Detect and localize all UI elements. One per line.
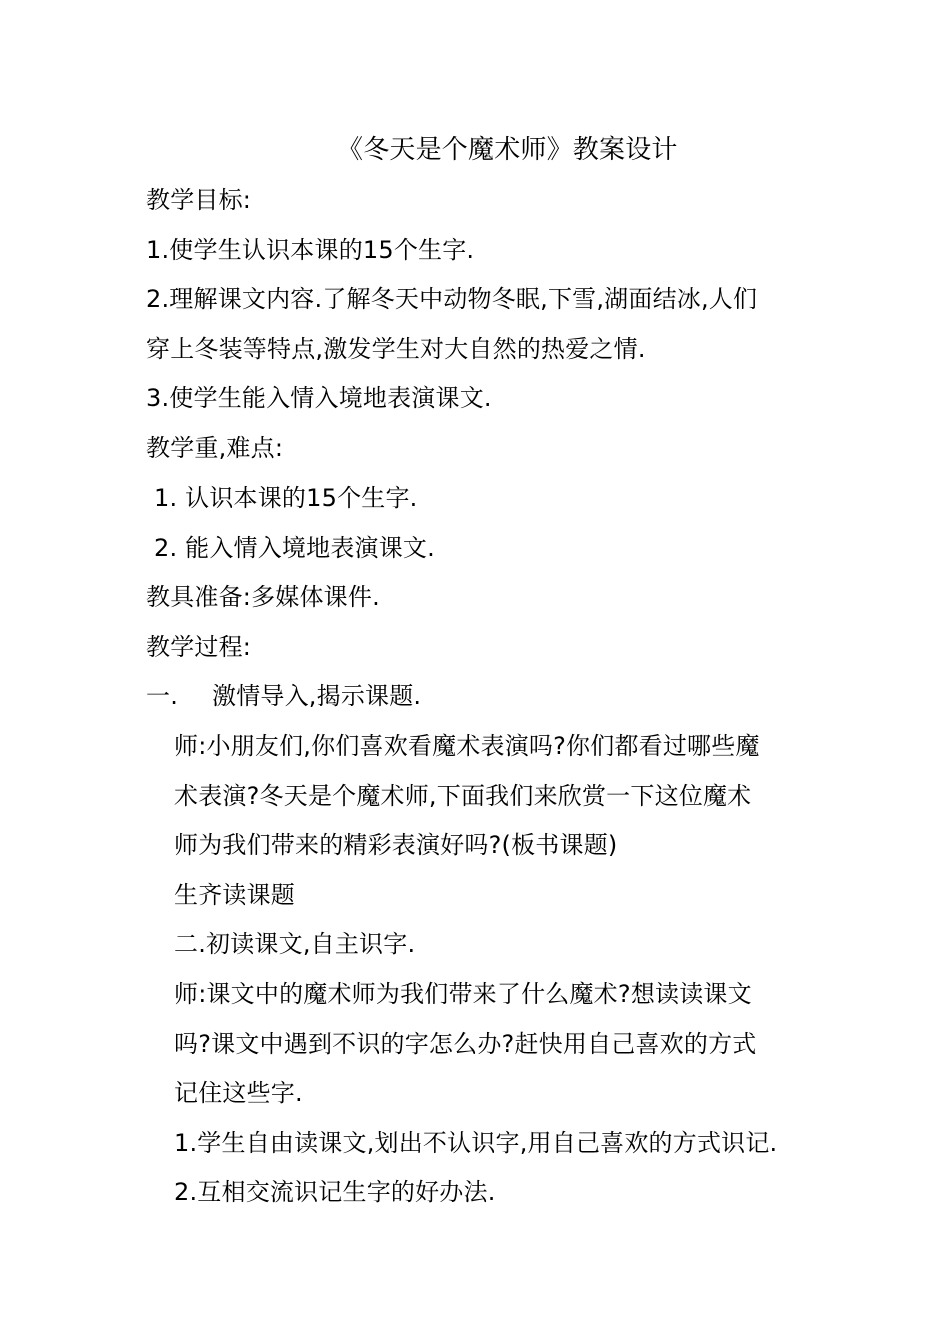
teacher-1-line-3: 师为我们带来的精彩表演好吗?(板书课题)	[174, 831, 618, 859]
step-2: 2.互相交流识记生字的好办法.	[174, 1178, 496, 1206]
key-point-2: 2. 能入情入境地表演课文.	[154, 534, 435, 562]
section-2-title: 二.初读课文,自主识字.	[174, 930, 416, 958]
materials-line: 教具准备:多媒体课件.	[146, 583, 380, 611]
step-1: 1.学生自由读课文,划出不认识字,用自己喜欢的方式识记.	[174, 1129, 778, 1157]
students-read-title: 生齐读课题	[174, 881, 295, 909]
section-1-number: 一.	[146, 682, 179, 710]
process-heading: 教学过程:	[146, 633, 252, 661]
key-point-1: 1. 认识本课的15个生字.	[154, 484, 418, 512]
objective-2-line-2: 穿上冬装等特点,激发学生对大自然的热爱之情.	[146, 335, 646, 363]
teacher-1-line-2: 术表演?冬天是个魔术师,下面我们来欣赏一下这位魔术	[174, 782, 752, 810]
objective-1: 1.使学生认识本课的15个生字.	[146, 236, 475, 264]
key-points-heading: 教学重,难点:	[146, 434, 284, 462]
teacher-1-line-1: 师:小朋友们,你们喜欢看魔术表演吗?你们都看过哪些魔	[174, 732, 760, 760]
section-1-title: 激情导入,揭示课题.	[212, 682, 422, 710]
objective-3: 3.使学生能入情入境地表演课文.	[146, 384, 492, 412]
objectives-heading: 教学目标:	[146, 186, 252, 214]
objective-2-line-1: 2.理解课文内容.了解冬天中动物冬眠,下雪,湖面结冰,人们	[146, 285, 758, 313]
teacher-2-line-3: 记住这些字.	[174, 1079, 303, 1107]
teacher-2-line-2: 吗?课文中遇到不识的字怎么办?赶快用自己喜欢的方式	[174, 1030, 757, 1058]
teacher-2-line-1: 师:课文中的魔术师为我们带来了什么魔术?想读读课文	[174, 980, 752, 1008]
document-title: 《冬天是个魔术师》教案设计	[337, 135, 678, 165]
